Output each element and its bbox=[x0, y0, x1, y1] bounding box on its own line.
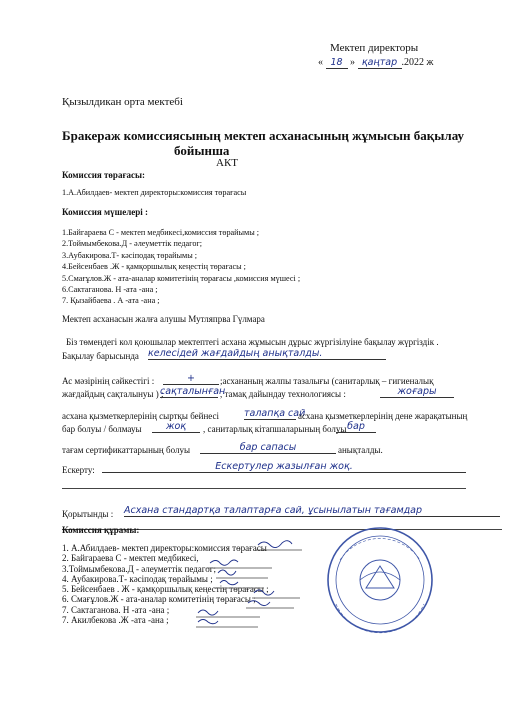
injuries-value: жоқ bbox=[152, 421, 200, 433]
certificates-value: бар сапасы bbox=[200, 442, 336, 454]
doc-title-line2: бойынша bbox=[174, 143, 230, 158]
certificates-end: анықталды. bbox=[338, 445, 383, 455]
date-year: .2022 ж bbox=[401, 57, 434, 68]
note-label: Ескерту: bbox=[62, 465, 95, 475]
intro-findings: келесідей жағдайдың анықталды. bbox=[148, 348, 386, 360]
composition-item: 7. Акилбекова .Ж -ата -ана ; bbox=[62, 615, 169, 626]
member-item: 3.Аубакирова.Т- кәсіподақ төрайымы ; bbox=[62, 250, 198, 260]
composition-item: 4. Аубакирова.Т- кәсіподақ төрайымы ; bbox=[62, 573, 213, 584]
conclusion-value: Асхана стандартқа талаптарға сай, ұсынылатын тағамдар bbox=[124, 505, 500, 517]
members-heading: Комиссия мүшелері : bbox=[62, 207, 149, 217]
chair-line: 1.А.Абилдаев- мектеп директоры:комиссия төрағасы bbox=[62, 188, 247, 197]
chair-heading: Комиссия төрағасы: bbox=[62, 170, 146, 180]
member-item: 7. Қызайбаева . А -ата -ана ; bbox=[62, 296, 160, 306]
storage-value: сақталынған bbox=[160, 386, 226, 397]
menu-label: Ас мәзірінің сәйкестігі : bbox=[62, 376, 155, 386]
appearance-value: талапқа сай bbox=[244, 408, 306, 419]
composition-item: 7. Сактаганова. Н -ата -ана ; bbox=[62, 604, 170, 615]
conclusion-label: Қорытынды : bbox=[62, 509, 114, 519]
school-name: Қызылдикан орта мектебі bbox=[62, 96, 183, 108]
date-month: қаңтар bbox=[358, 57, 402, 69]
date-close-quote: » bbox=[350, 57, 355, 68]
member-item: 6.Сактаганова. Н -ата -ана ; bbox=[62, 285, 158, 295]
school-stamp-icon bbox=[328, 528, 432, 633]
intro-line2-label: Бақылау барысында bbox=[62, 351, 139, 361]
composition-item: 1. А.Абилдаев- мектеп директоры:комиссия төрағасы bbox=[62, 543, 267, 553]
signature-icon bbox=[198, 541, 292, 624]
member-item: 1.Байгараева С - мектеп медбикесі,комиссия төрайымы ; bbox=[62, 228, 260, 237]
doc-title-act: АКТ bbox=[216, 157, 238, 169]
composition-item: 3.Тоймымбекова.Д - әлеуметтік педагог; bbox=[62, 563, 216, 574]
technology-value: жоғары bbox=[380, 386, 454, 398]
composition-item: 6. Смағұлов.Ж - ата-аналар комитетінің төрағасы ; bbox=[62, 594, 256, 605]
injuries-label: асхана қызметкерлерінің дене жарақатының bbox=[298, 411, 468, 421]
composition-item: 2. Байгараева С - мектеп медбикесі, bbox=[62, 553, 199, 564]
composition-item: 5. Бейсенбаев . Ж - қамқоршылық кеңестің төрағасы ; bbox=[62, 584, 269, 595]
member-item: 5.Смағұлов.Ж - ата-аналар комитетінің төрағасы ,комиссия мүшесі ; bbox=[62, 273, 301, 283]
cleanliness-label: ;асхананың жалпы тазалығы (санитарлық – гигиеналық bbox=[220, 376, 434, 386]
sanbook-label: , санитарлық кітапшаларының болуы bbox=[203, 424, 347, 434]
member-item: 4.Бейсенбаев .Ж - қамқоршылық кеңестің төрағасы ; bbox=[62, 262, 246, 272]
technology-label: , тамақ дайындау технологиясы : bbox=[220, 389, 346, 399]
date-day: 18 bbox=[326, 57, 348, 69]
intro-line1: Біз төмендегі кол қоюшылар мектептегі асхана жұмысын дұрыс жүргізілуіне бақылау жүргіздік . bbox=[66, 337, 439, 347]
note-value: Ескертулер жазылған жоқ. bbox=[102, 461, 466, 473]
certificates-label: тағам сертификаттарының болуы bbox=[62, 445, 190, 455]
storage-label: жағдайдың сақталынуы ) ; bbox=[62, 389, 164, 399]
doc-title-line1: Бракераж комиссиясының мектеп асханасының жұмысын бақылау bbox=[62, 128, 465, 143]
appearance-label: асхана қызметкерлерінің сыртқы бейнесі bbox=[62, 411, 219, 421]
composition-heading: Комиссия құрамы: bbox=[62, 525, 140, 535]
tenant-line: Мектеп асханасын жалға алушы Мутляпрва Гүлмара bbox=[62, 314, 265, 324]
approver-title: Мектеп директоры bbox=[330, 42, 419, 54]
member-item: 2.Тоймымбекова.Д - әлеуметтік педагог; bbox=[62, 239, 203, 249]
date-open-quote: « bbox=[318, 57, 323, 68]
menu-value: + bbox=[163, 373, 219, 385]
injuries-label-2: бар болуы / болмауы bbox=[62, 424, 142, 434]
sanbook-value: бар bbox=[336, 421, 376, 433]
